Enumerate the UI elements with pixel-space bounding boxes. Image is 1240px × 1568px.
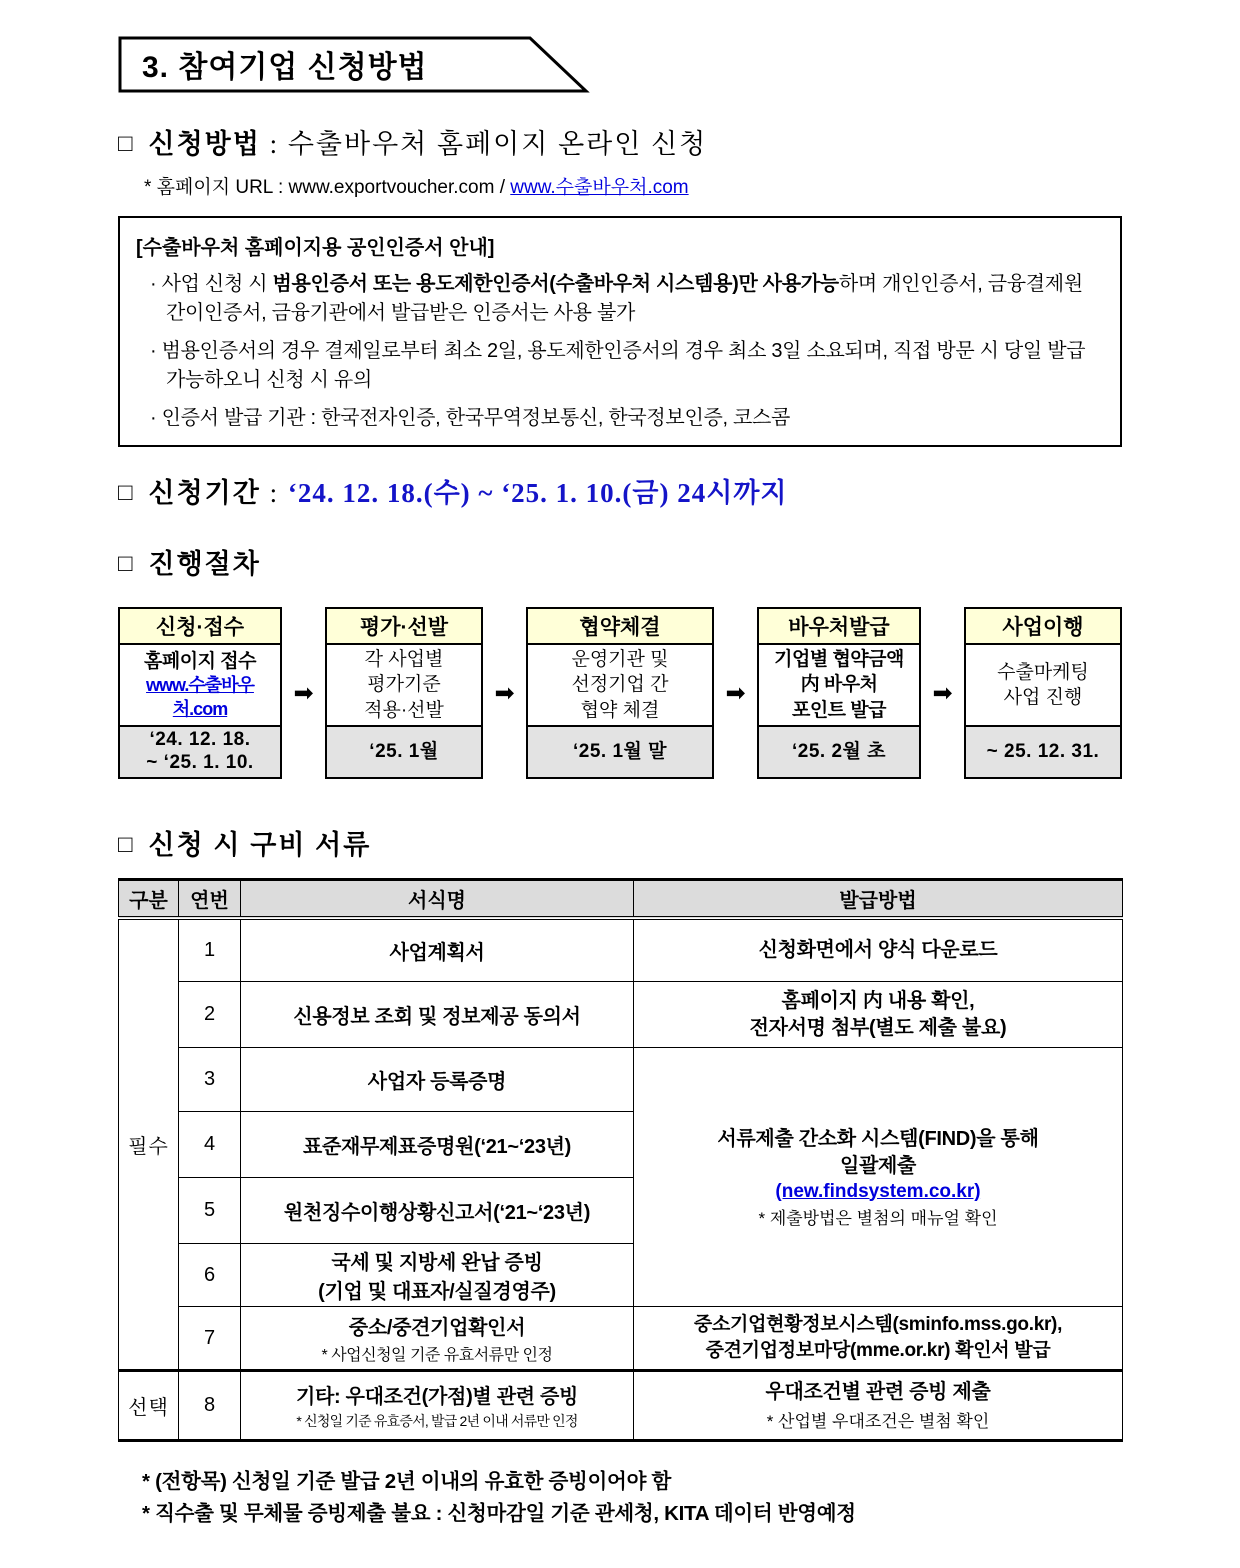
period-colon: : [260,478,288,508]
findsystem-link[interactable]: (new.findsystem.co.kr) [775,1180,981,1202]
footnote-bold: 직수출 및 무체물 증빙제출 불요 [155,1501,431,1525]
url-plain-text: www.exportvoucher.com [288,177,495,198]
flow-voucher-link[interactable]: www.수출바우처.com [146,674,254,719]
dot-bullet-icon: · [150,340,157,362]
banner-title: 3. 참여기업 신청방법 [142,51,428,84]
col-header-group: 구분 [119,880,179,918]
asterisk-icon: * [142,1501,156,1525]
documents-table [118,878,1123,1442]
heading-required-documents [118,823,1122,862]
flow-step-date [759,725,919,777]
col-header-form: 서식명 [241,880,634,918]
footnote-text: : 신청마감일 기준 관세청, KITA 데이터 반영예정 [430,1501,856,1525]
row-no: 2 [179,982,241,1048]
form-name [241,1244,634,1307]
table-row [119,982,1123,1048]
footnote-line [142,1466,1122,1498]
issue-line: 우대조건별 관련 증빙 제출 [765,1381,991,1403]
form-line: 국세 및 지방세 완납 증빙 [331,1252,543,1274]
table-header-row [119,880,1123,918]
flow-step-line: 홈페이지 접수 [144,650,256,672]
dot-bullet-icon: · [150,273,157,295]
period-label: 신청기간 [148,478,261,508]
section-banner [118,36,598,94]
flow-date-line: ‘25. 1월 [369,740,439,762]
table-row [119,1307,1123,1371]
issue-line: 서류제출 간소화 시스템(FIND)을 통해 [717,1127,1039,1150]
heading-application-period [118,471,1122,510]
flow-step-line: 内 바우처 [800,674,878,696]
row-no: 5 [179,1178,241,1244]
flow-date-line: ‘25. 2월 초 [791,740,887,762]
flow-step-line: 수출마케팅 [997,661,1089,683]
form-note: * 사업신청일 기준 유효서류만 인정 [321,1347,553,1364]
procedure-flow [118,607,1122,779]
flow-step-body [528,645,712,725]
issue-method [634,982,1123,1048]
issue-method [634,1307,1123,1371]
issue-line: 중소기업현황정보시스템(sminfo.mss.go.kr), [693,1314,1063,1336]
square-bullet-icon: □ [118,831,133,858]
issue-line: 일괄제출 [839,1154,917,1177]
flow-step-line: 운영기관 및 [571,649,669,671]
issue-method: 신청화면에서 양식 다운로드 [634,918,1123,982]
flow-step-line: 사업 진행 [1003,687,1083,708]
dot-bullet-icon: · [150,407,157,429]
heading-procedure [118,542,1122,581]
issue-line: 중견기업정보마당(mme.or.kr) 확인서 발급 [705,1340,1051,1361]
table-row [119,1371,1123,1441]
flow-step-title: 신청·접수 [120,609,280,645]
flow-step-body [120,645,280,725]
flow-step-line: 각 사업별 [364,649,444,671]
flow-step-body [966,645,1120,725]
method-label: 신청방법 [148,129,261,159]
row-no: 6 [179,1244,241,1307]
flow-date-line: ‘25. 1월 말 [572,740,668,762]
group-optional-cell: 선택 [119,1371,179,1441]
url-separator: / [494,177,511,198]
flow-step-date [528,725,712,777]
square-bullet-icon: □ [118,479,133,506]
flow-step-title: 사업이행 [966,609,1120,645]
procedure-label: 진행절차 [148,549,261,579]
col-header-issue: 발급방법 [634,880,1123,918]
flow-step-body [327,645,481,725]
footnotes [118,1466,1122,1530]
table-row [119,918,1123,982]
certificate-notice-box [118,216,1122,447]
form-name [241,1307,634,1371]
col-header-no: 연번 [179,880,241,918]
flow-step-date [966,725,1120,777]
flow-date-line: ~ ‘25. 1. 10. [146,752,254,773]
flow-step-line: 선정기업 간 [571,674,669,696]
notice-text-bold: 범용인증서 또는 용도제한인증서(수출바우처 시스템용)만 사용가능 [272,273,839,295]
footnote-line [142,1498,1122,1530]
certificate-notice-title: [수출바우처 홈페이지용 공인인증서 안내] [136,237,495,259]
voucher-homepage-link[interactable]: www.수출바우처.com [510,177,689,198]
form-name: 신용정보 조회 및 정보제공 동의서 [241,982,634,1048]
homepage-url-note [118,172,1122,199]
form-name: 원천징수이행상황신고서(‘21~‘23년) [241,1178,634,1244]
notice-text: 인증서 발급 기관 : 한국전자인증, 한국무역정보통신, 한국정보인증, 코스콤 [161,407,791,429]
issue-method-merged [634,1048,1123,1307]
table-row [119,1048,1123,1112]
certificate-notice-item [136,337,1104,395]
flow-step-apply [118,607,282,779]
issue-note: * 제출방법은 별첨의 매뉴얼 확인 [758,1208,998,1228]
form-name: 표준재무제표증명원(‘21~‘23년) [241,1112,634,1178]
flow-step-evaluate [325,607,483,779]
form-line: 중소/중견기업확인서 [348,1317,526,1339]
issue-line: 홈페이지 内 내용 확인, [781,989,975,1012]
flow-date-line: ~ 25. 12. 31. [986,740,1100,762]
notice-text: 범용인증서의 경우 결제일로부터 최소 2일, 용도제한인증서의 경우 최소 3일 소요되며, 직접 방문 시 당일 발급 가능하오니 신청 시 유의 [161,340,1086,391]
notice-text: 하며 개인인증서, 금융결제원 간이인증서, 금융기관에서 발급받은 인증서는 사용 불가 [166,273,1083,324]
flow-step-title: 바우처발급 [759,609,919,645]
document-page [118,36,1122,1530]
flow-step-date [120,725,280,777]
flow-arrow-icon: ➡ [494,679,515,707]
row-no: 3 [179,1048,241,1112]
flow-step-line: 적용·선발 [364,699,444,721]
flow-step-agreement [526,607,714,779]
form-line: 기타: 우대조건(가점)별 관련 증빙 [295,1386,579,1408]
method-colon: : [260,129,288,159]
flow-step-title: 협약체결 [528,609,712,645]
form-name: 사업계획서 [241,918,634,982]
flow-step-line: 평가기준 [367,674,441,696]
form-name: 사업자 등록증명 [241,1048,634,1112]
certificate-notice-item [136,270,1104,328]
square-bullet-icon: □ [118,550,133,577]
footnote-text: (전항목) 신청일 기준 발급 2년 이내의 유효한 증빙이어야 함 [155,1470,671,1493]
form-note: * 신청일 기준 유효증서, 발급 2년 이내 서류만 인정 [296,1413,578,1429]
flow-step-line: 기업별 협약금액 [774,649,904,671]
issue-method [634,1371,1123,1441]
issue-note: * 산업별 우대조건은 별첨 확인 [766,1412,990,1431]
form-line: (기업 및 대표자/실질경영주) [318,1281,556,1303]
asterisk-icon: * [142,1470,156,1493]
period-value: ‘24. 12. 18.(수) ~ ‘25. 1. 10.(금) 24시까지 [287,478,788,508]
issue-line: 전자서명 첨부(별도 제출 불요) [749,1016,1007,1039]
square-bullet-icon: □ [118,130,133,157]
heading-application-method [118,122,1122,161]
method-value: 수출바우처 홈페이지 온라인 신청 [287,129,708,159]
flow-arrow-icon: ➡ [293,679,314,707]
flow-step-line: 포인트 발급 [791,699,887,721]
row-no: 4 [179,1112,241,1178]
flow-step-date [327,725,481,777]
flow-arrow-icon: ➡ [932,679,953,707]
row-no: 1 [179,918,241,982]
flow-step-body [759,645,919,725]
form-name [241,1371,634,1441]
flow-step-voucher-issue [757,607,921,779]
group-required-cell: 필수 [119,918,179,1371]
row-no: 8 [179,1371,241,1441]
row-no: 7 [179,1307,241,1371]
flow-step-title: 평가·선발 [327,609,481,645]
flow-step-execution [964,607,1122,779]
flow-date-line: ‘24. 12. 18. [149,729,251,751]
flow-step-line: 협약 체결 [580,699,660,721]
documents-label: 신청 시 구비 서류 [148,830,372,860]
flow-arrow-icon: ➡ [725,679,746,707]
url-prefix: * 홈페이지 URL : [144,177,289,198]
certificate-notice-item [136,404,1104,433]
notice-text: 사업 신청 시 [161,273,273,295]
